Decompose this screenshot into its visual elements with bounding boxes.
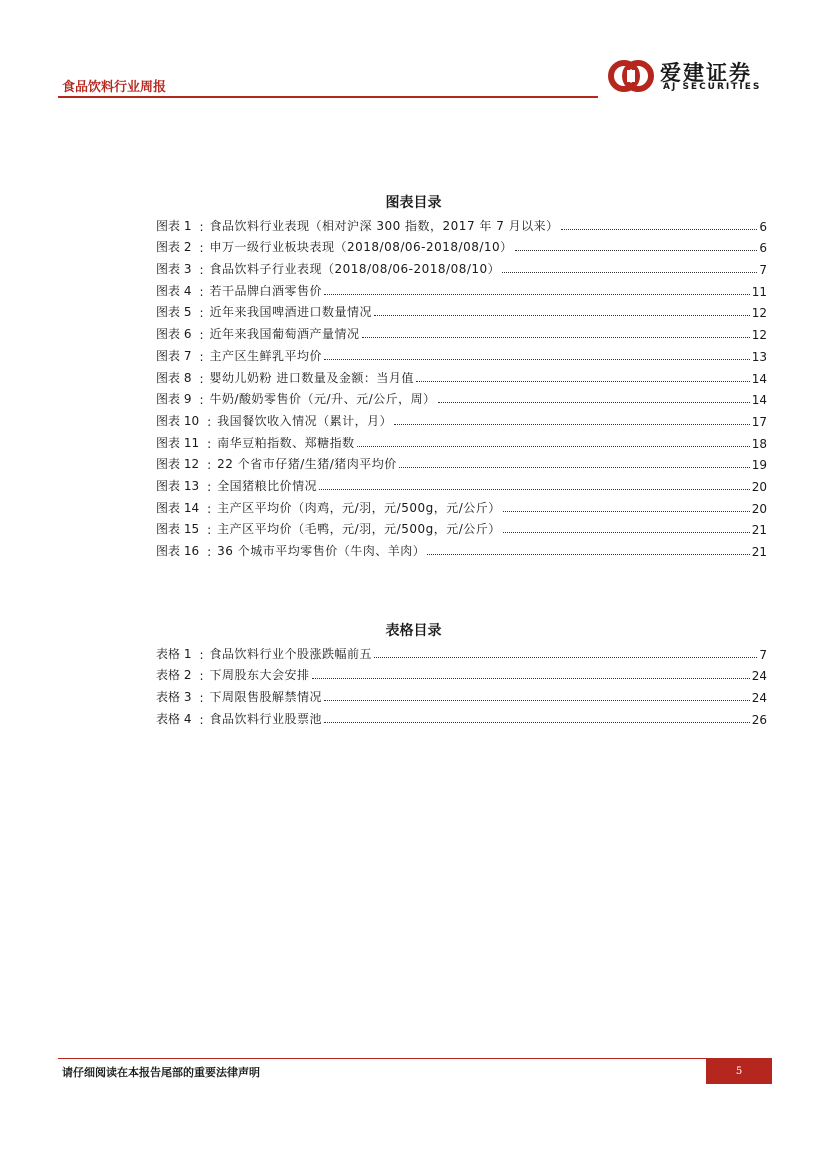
report-title: 食品饮料行业周报 [62, 80, 167, 95]
toc-row[interactable]: 图表 5 : 近年来我国啤酒进口数量情况 12 [156, 305, 767, 321]
toc-row[interactable]: 表格 1 : 食品饮料行业个股涨跌幅前五 7 [156, 646, 767, 662]
toc-row[interactable]: 图表 10 : 我国餐饮收入情况（累计，月） 17 [156, 413, 767, 429]
toc-row[interactable]: 图表 4 : 若干品牌白酒零售价 11 [156, 283, 767, 299]
footer-divider [58, 1058, 770, 1059]
brand-name-cn: 爱建证券 [660, 61, 752, 85]
toc-row[interactable]: 表格 4 : 食品饮料行业股票池 26 [156, 711, 767, 727]
aj-logo-icon [608, 56, 654, 96]
figures-toc [156, 212, 767, 559]
toc-row[interactable]: 图表 7 : 主产区生鲜乳平均价 13 [156, 348, 767, 364]
toc-row[interactable]: 图表 14 : 主产区平均价（肉鸡，元/羽，元/500g，元/公斤） 20 [156, 500, 767, 516]
toc-row[interactable]: 表格 2 : 下周股东大会安排 24 [156, 668, 767, 684]
figures-toc-title: 图表目录 [385, 195, 442, 211]
toc-row[interactable]: 图表 8 : 婴幼儿奶粉 进口数量及金额：当月值 14 [156, 370, 767, 386]
brand-name-en: AJ SECURITIES [663, 82, 762, 92]
tables-toc-title: 表格目录 [385, 623, 442, 639]
toc-row[interactable]: 图表 3 : 食品饮料子行业表现（2018/08/06-2018/08/10） 7 [156, 262, 767, 278]
toc-row[interactable]: 图表 12 : 22 个省市仔猪/生猪/猪肉平均价 19 [156, 457, 767, 473]
toc-row[interactable]: 图表 6 : 近年来我国葡萄酒产量情况 12 [156, 327, 767, 343]
page-number: 5 [706, 1058, 772, 1084]
toc-row[interactable]: 图表 13 : 全国猪粮比价情况 20 [156, 478, 767, 494]
footer-disclaimer: 请仔细阅读在本报告尾部的重要法律声明 [62, 1066, 260, 1079]
toc-row[interactable]: 图表 2 : 申万一级行业板块表现（2018/08/06-2018/08/10） 6 [156, 240, 767, 256]
brand-logo [608, 56, 776, 96]
tables-toc [156, 640, 767, 727]
toc-row[interactable]: 表格 3 : 下周限售股解禁情况 24 [156, 690, 767, 706]
toc-row[interactable]: 图表 9 : 牛奶/酸奶零售价（元/升、元/公斤，周） 14 [156, 392, 767, 408]
toc-row[interactable]: 图表 1 : 食品饮料行业表现（相对沪深 300 指数，2017 年 7 月以来） 6 [156, 218, 767, 234]
toc-row[interactable]: 图表 11 : 南华豆粕指数、郑糖指数 18 [156, 435, 767, 451]
toc-row[interactable]: 图表 15 : 主产区平均价（毛鸭，元/羽，元/500g，元/公斤） 21 [156, 522, 767, 538]
header-divider [58, 96, 598, 98]
toc-row[interactable]: 图表 16 : 36 个城市平均零售价（牛肉、羊肉） 21 [156, 544, 767, 559]
